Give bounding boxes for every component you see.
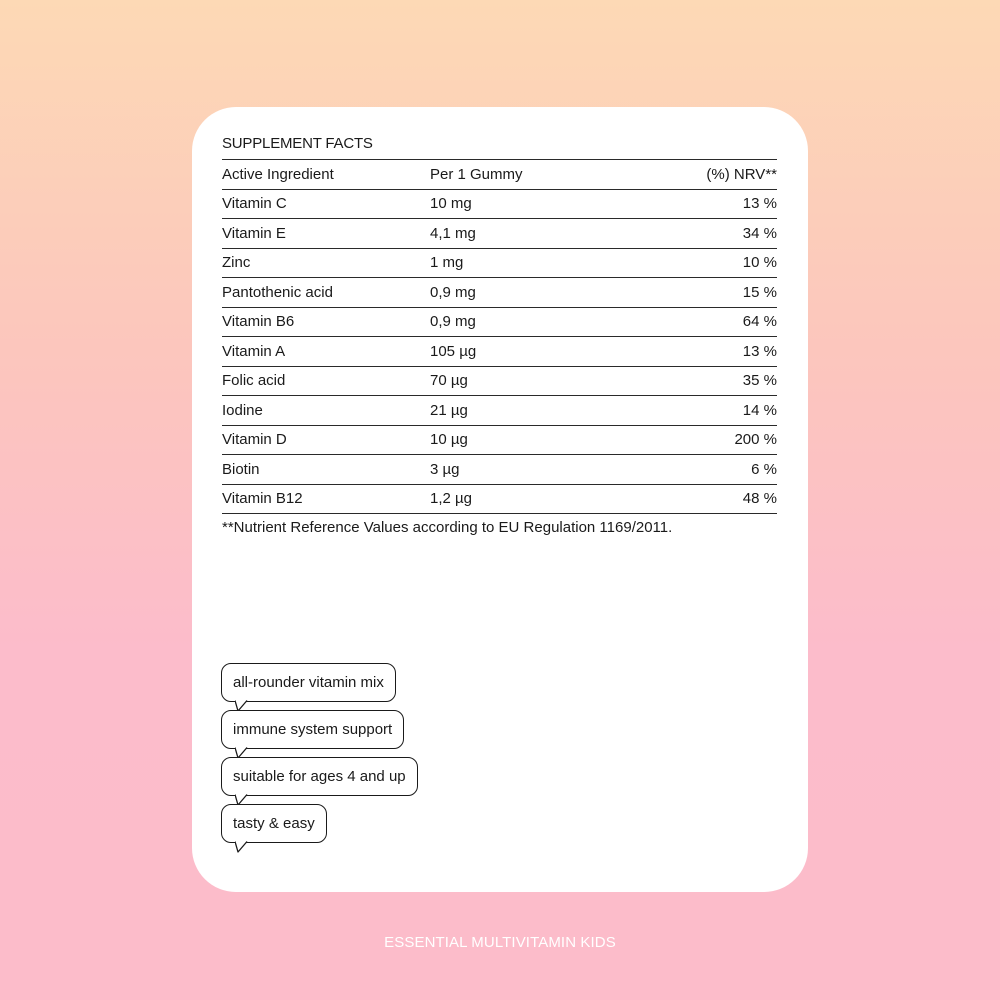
ingredient-amount: 1,2 µg: [430, 484, 630, 514]
ingredient-amount: 21 µg: [430, 396, 630, 426]
supplement-facts-card: [192, 107, 808, 892]
ingredient-nrv: 6 %: [630, 455, 777, 485]
ingredient-nrv: 48 %: [630, 484, 777, 514]
ingredient-nrv: 200 %: [630, 425, 777, 455]
feature-bubbles: [221, 663, 418, 851]
ingredient-nrv: 35 %: [630, 366, 777, 396]
feature-bubble-label: all-rounder vitamin mix: [233, 674, 384, 691]
ingredient-nrv: 34 %: [630, 219, 777, 249]
ingredient-amount: 4,1 mg: [430, 219, 630, 249]
ingredient-amount: 10 µg: [430, 425, 630, 455]
ingredient-amount: 3 µg: [430, 455, 630, 485]
ingredient-name: Vitamin B6: [222, 307, 430, 337]
feature-bubble: [221, 757, 418, 796]
table-row: [222, 425, 777, 455]
ingredient-nrv: 13 %: [630, 337, 777, 367]
ingredient-name: Pantothenic acid: [222, 278, 430, 308]
table-row: [222, 484, 777, 514]
table-row: [222, 337, 777, 367]
table-row: [222, 189, 777, 219]
ingredient-amount: 1 mg: [430, 248, 630, 278]
feature-bubble: [221, 710, 404, 749]
ingredient-nrv: 64 %: [630, 307, 777, 337]
ingredient-name: Vitamin A: [222, 337, 430, 367]
header-nrv: (%) NRV**: [630, 160, 777, 190]
table-body: [222, 189, 777, 514]
ingredient-nrv: 10 %: [630, 248, 777, 278]
table-row: [222, 248, 777, 278]
nrv-footnote: **Nutrient Reference Values according to EU Regulation 1169/2011.: [222, 519, 673, 536]
ingredient-name: Vitamin D: [222, 425, 430, 455]
table-row: [222, 219, 777, 249]
ingredient-name: Iodine: [222, 396, 430, 426]
ingredient-amount: 10 mg: [430, 189, 630, 219]
ingredient-name: Folic acid: [222, 366, 430, 396]
supplement-facts-title: SUPPLEMENT FACTS: [222, 135, 373, 152]
product-name: ESSENTIAL MULTIVITAMIN KIDS: [384, 934, 616, 951]
feature-bubble-label: tasty & easy: [233, 815, 315, 832]
table-row: [222, 307, 777, 337]
ingredient-nrv: 14 %: [630, 396, 777, 426]
feature-bubble-label: immune system support: [233, 721, 393, 738]
table-row: [222, 396, 777, 426]
speech-tail-icon: [235, 841, 249, 853]
ingredient-name: Vitamin E: [222, 219, 430, 249]
ingredient-amount: 0,9 mg: [430, 307, 630, 337]
header-per-gummy: Per 1 Gummy: [430, 160, 630, 190]
table-row: [222, 455, 777, 485]
feature-bubble: [221, 804, 327, 843]
ingredient-nrv: 15 %: [630, 278, 777, 308]
ingredient-amount: 105 µg: [430, 337, 630, 367]
ingredient-name: Biotin: [222, 455, 430, 485]
supplement-facts-table: [222, 159, 777, 514]
ingredient-name: Vitamin B12: [222, 484, 430, 514]
feature-bubble-label: suitable for ages 4 and up: [233, 768, 406, 785]
feature-bubble: [221, 663, 396, 702]
header-active-ingredient: Active Ingredient: [222, 160, 430, 190]
ingredient-nrv: 13 %: [630, 189, 777, 219]
table-header-row: [222, 160, 777, 190]
ingredient-name: Zinc: [222, 248, 430, 278]
table-row: [222, 366, 777, 396]
table-row: [222, 278, 777, 308]
ingredient-amount: 0,9 mg: [430, 278, 630, 308]
ingredient-name: Vitamin C: [222, 189, 430, 219]
ingredient-amount: 70 µg: [430, 366, 630, 396]
